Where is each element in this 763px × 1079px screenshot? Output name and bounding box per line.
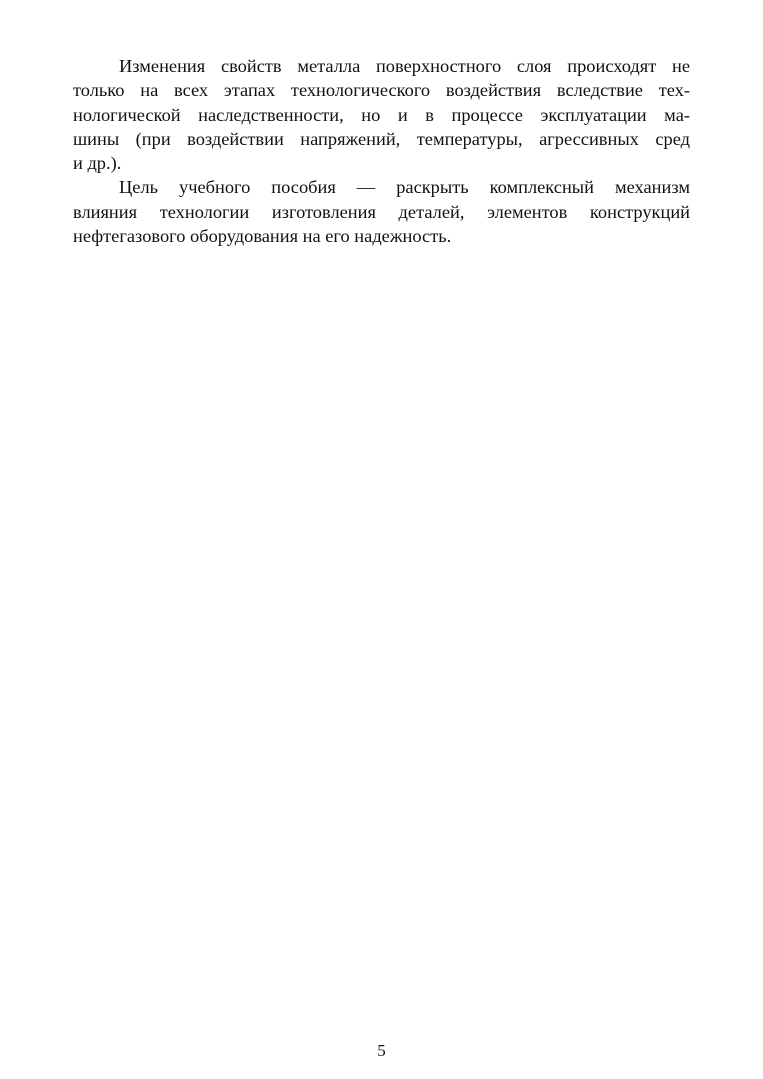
paragraph-line: шины (при воздействии напряжений, температуры, агрессивных сред: [73, 128, 690, 149]
paragraph-goal: [73, 175, 690, 248]
paragraph-surface-layer: [73, 54, 690, 175]
paragraph-line: нологической наследственности, но и в процессе эксплуатации ма-: [73, 104, 690, 125]
page-body: [73, 54, 690, 248]
paragraph-line: только на всех этапах технологического воздействия вследствие тех-: [73, 80, 690, 101]
paragraph-line: и др.).: [73, 153, 122, 174]
paragraph-line: Цель учебного пособия — раскрыть комплексный механизм: [119, 177, 690, 198]
paragraph-line: Изменения свойств металла поверхностного слоя происходят не: [119, 56, 690, 76]
paragraph-line: влияния технологии изготовления деталей, элементов конструкций: [73, 201, 690, 222]
paragraph-line: нефтегазового оборудования на его надежность.: [73, 226, 452, 247]
page-number: 5: [377, 1041, 386, 1060]
